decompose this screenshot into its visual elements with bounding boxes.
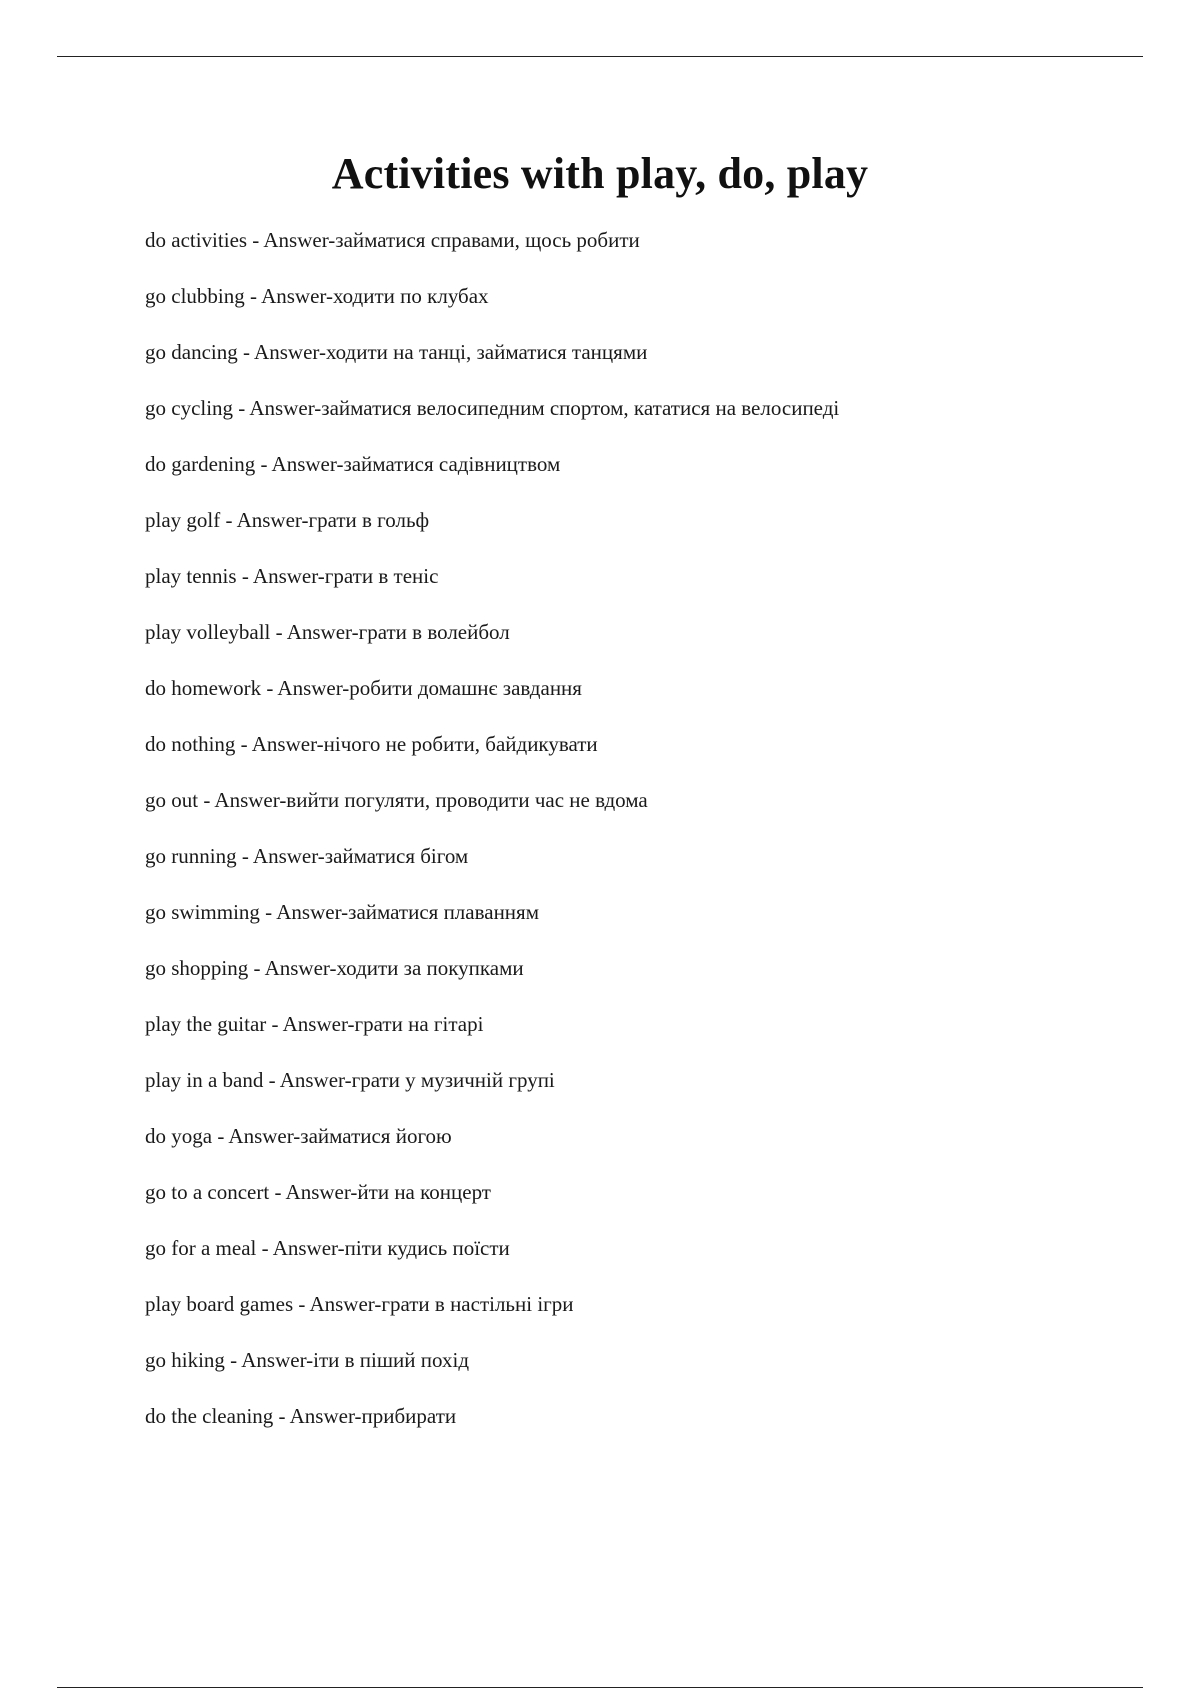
page-title: Activities with play, do, play: [331, 149, 869, 198]
list-item: do nothing - Answer-нічого не робити, байдикувати: [145, 732, 598, 756]
list-item: do gardening - Answer-займатися садівництвом: [145, 452, 561, 476]
list-item: play board games - Answer-грати в настільні ігри: [145, 1292, 574, 1316]
list-item: play golf - Answer-грати в гольф: [145, 508, 430, 532]
footer-rule: [57, 1687, 1143, 1688]
list-item: do the cleaning - Answer-прибирати: [145, 1404, 457, 1428]
list-item: go running - Answer-займатися бігом: [145, 844, 469, 868]
list-item: go clubbing - Answer-ходити по клубах: [145, 284, 489, 308]
list-item: go for a meal - Answer-піти кудись поїсти: [145, 1236, 510, 1260]
list-item: go cycling - Answer-займатися велосипедним спортом, кататися на велосипеді: [145, 396, 840, 420]
list-item: do yoga - Answer-займатися йогою: [145, 1124, 452, 1148]
list-item: play volleyball - Answer-грати в волейбол: [145, 620, 510, 644]
list-item: go to a concert - Answer-йти на концерт: [145, 1180, 491, 1204]
header-rule: [57, 56, 1143, 57]
list-item: go dancing - Answer-ходити на танці, займатися танцями: [145, 340, 648, 364]
list-item: play tennis - Answer-грати в теніс: [145, 564, 439, 588]
vocabulary-list: [145, 225, 839, 1457]
list-item: play the guitar - Answer-грати на гітарі: [145, 1012, 484, 1036]
list-item: play in a band - Answer-грати у музичній групі: [145, 1068, 555, 1092]
list-item: do activities - Answer-займатися справами, щось робити: [145, 228, 640, 252]
list-item: go out - Answer-вийти погуляти, проводити час не вдома: [145, 788, 648, 812]
list-item: go hiking - Answer-іти в піший похід: [145, 1348, 470, 1372]
list-item: do homework - Answer-робити домашнє завдання: [145, 676, 582, 700]
list-item: go swimming - Answer-займатися плаванням: [145, 900, 539, 924]
list-item: go shopping - Answer-ходити за покупками: [145, 956, 524, 980]
